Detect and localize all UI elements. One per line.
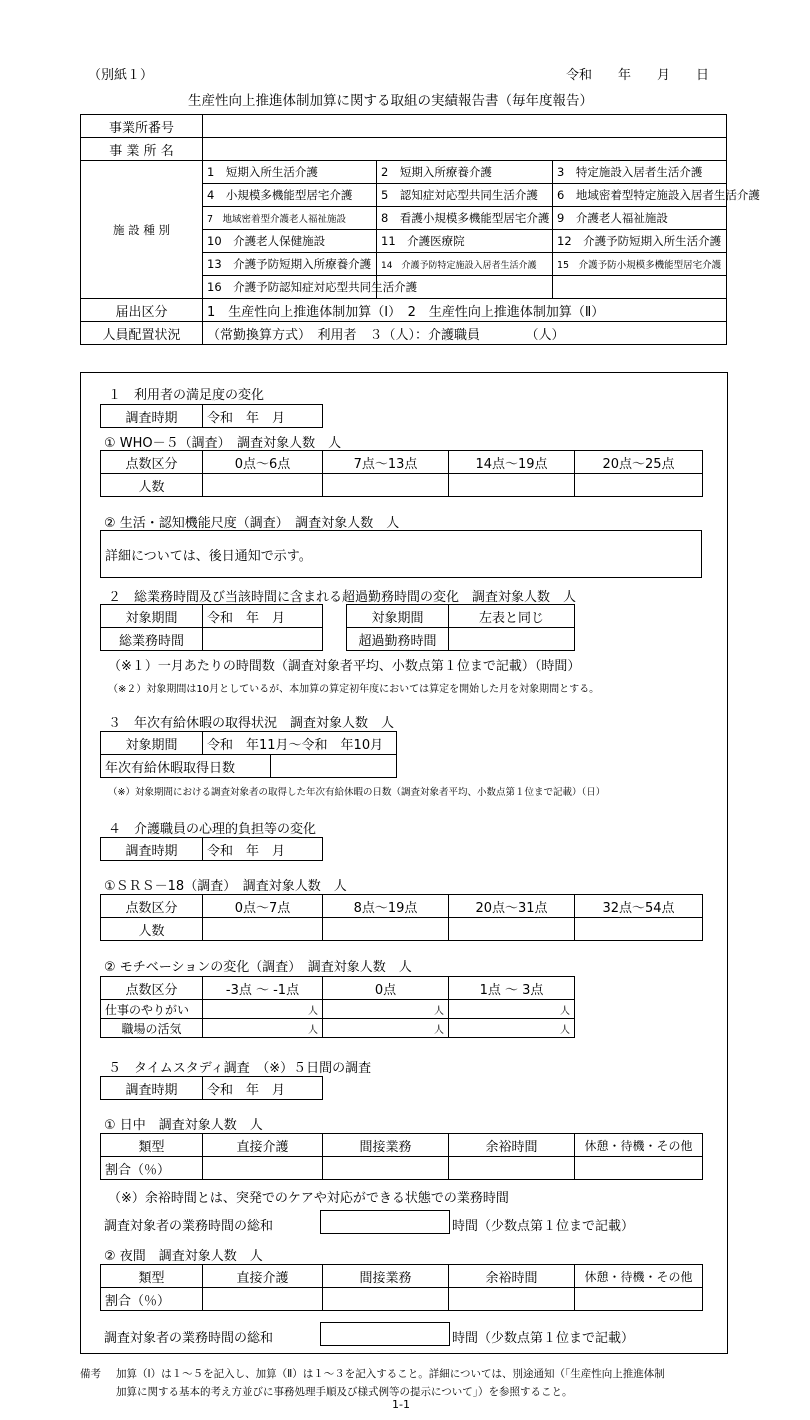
s4-survey-table [100, 837, 323, 861]
facility-option[interactable]: 13 介護予防短期入所療養介護 [203, 253, 377, 276]
night-table [100, 1264, 703, 1311]
section3-heading: ３ 年次有給休暇の取得状況 調査対象人数 人 [108, 716, 395, 731]
period-label: 対象期間 [101, 732, 203, 755]
s2-overtime-table [346, 604, 575, 651]
work-type: 余裕時間 [449, 1265, 575, 1288]
count-input[interactable] [323, 918, 449, 941]
score-range: 14点～19点 [449, 451, 575, 474]
count-label: 人数 [101, 474, 203, 497]
ratio-input[interactable] [323, 1157, 449, 1180]
leave-days-input[interactable] [271, 755, 397, 778]
section1-heading: １ 利用者の満足度の変化 [108, 388, 265, 403]
motivation-table [100, 976, 575, 1038]
s2-note2: （※２）対象期間は10月としているが、本加算の算定初年度においては算定を開始した月を対象期間とする。 [108, 684, 600, 695]
score-range: 7点～13点 [323, 451, 449, 474]
total-hours-label: 調査対象者の業務時間の総和 [104, 1331, 274, 1346]
leave-days-label: 年次有給休暇取得日数 [101, 755, 271, 778]
facility-option[interactable]: 12 介護予防短期入所生活介護 [553, 230, 727, 253]
work-type: 余裕時間 [449, 1134, 575, 1157]
office-info-table [80, 114, 760, 345]
count-input[interactable] [449, 474, 575, 497]
daytime-table [100, 1133, 703, 1180]
facility-type-label: 施 設 種 別 [81, 161, 203, 299]
total-hours-unit: 時間（少数点第１位まで記載） [452, 1331, 635, 1346]
count-input[interactable] [203, 474, 323, 497]
facility-empty-cell [553, 276, 727, 299]
motivation-heading: ② モチベーションの変化（調査） 調査対象人数 人 [104, 960, 412, 975]
total-hours-label: 総業務時間 [101, 628, 203, 651]
overtime-label: 超過勤務時間 [347, 628, 449, 651]
work-type: 休憩・待機・その他 [575, 1265, 703, 1288]
staffing-label: 人員配置状況 [81, 322, 203, 345]
person-count-input[interactable]: 人 [323, 1019, 449, 1038]
score-range: 8点～19点 [323, 895, 449, 918]
facility-option[interactable]: 5 認知症対応型共同生活介護 [377, 184, 553, 207]
who5-heading: ① WHO－５（調査） 調査対象人数 人 [104, 436, 342, 451]
count-label: 人数 [101, 918, 203, 941]
period-label: 対象期間 [101, 605, 203, 628]
remarks-line1: 加算（Ⅰ）は１～５を記入し、加算（Ⅱ）は１～３を記入すること。詳細については、別途通知（「生産性向上推進体制 [116, 1368, 665, 1380]
ratio-input[interactable] [323, 1288, 449, 1311]
office-number-field[interactable] [203, 115, 727, 138]
count-input[interactable] [203, 918, 323, 941]
ratio-input[interactable] [449, 1288, 575, 1311]
person-count-input[interactable]: 人 [203, 1019, 323, 1038]
office-name-field[interactable] [203, 138, 727, 161]
person-count-input[interactable]: 人 [449, 1019, 575, 1038]
facility-option[interactable]: 8 看護小規模多機能型居宅介護 [377, 207, 553, 230]
count-input[interactable] [575, 918, 703, 941]
daytime-heading: ① 日中 調査対象人数 人 [104, 1118, 263, 1133]
score-range: 20点～25点 [575, 451, 703, 474]
score-range: 1点 ～ 3点 [449, 977, 575, 1000]
s3-table [100, 731, 397, 778]
work-type: 間接業務 [323, 1265, 449, 1288]
work-type: 休憩・待機・その他 [575, 1134, 703, 1157]
person-count-input[interactable]: 人 [449, 1000, 575, 1019]
report-date: 令和 年 月 日 [566, 68, 710, 83]
ratio-input[interactable] [203, 1157, 323, 1180]
page-title: 生産性向上推進体制加算に関する取組の実績報告書（毎年度報告） [188, 93, 593, 109]
remarks-label: 備考 [80, 1368, 101, 1380]
type-label: 類型 [101, 1134, 203, 1157]
facility-option[interactable]: 16 介護予防認知症対応型共同生活介護 [203, 276, 377, 299]
daytime-total-hours-input[interactable] [320, 1210, 450, 1234]
s5-survey-table [100, 1076, 323, 1100]
facility-option[interactable]: 7 地域密着型介護老人福祉施設 [203, 207, 377, 230]
work-type: 間接業務 [323, 1134, 449, 1157]
period-value: 左表と同じ [449, 605, 575, 628]
period-value[interactable]: 令和 年 月 [203, 605, 323, 628]
person-count-input[interactable]: 人 [203, 1000, 323, 1019]
facility-option[interactable]: 2 短期入所療養介護 [377, 161, 553, 184]
facility-option[interactable]: 9 介護老人福祉施設 [553, 207, 727, 230]
office-name-label: 事 業 所 名 [81, 138, 203, 161]
score-range: 20点～31点 [449, 895, 575, 918]
attachment-label: （別紙１） [88, 68, 154, 83]
score-range: -3点 ～ -1点 [203, 977, 323, 1000]
score-range-label: 点数区分 [101, 977, 203, 1000]
ratio-label: 割合（％） [101, 1288, 203, 1311]
notification-options[interactable]: 1 生産性向上推進体制加算（Ⅰ） 2 生産性向上推進体制加算（Ⅱ） [203, 299, 727, 322]
count-input[interactable] [575, 474, 703, 497]
facility-option[interactable]: 10 介護老人保健施設 [203, 230, 377, 253]
survey-period-value[interactable]: 令和 年 月 [203, 838, 323, 861]
life-function-heading: ② 生活・認知機能尺度（調査） 調査対象人数 人 [104, 516, 400, 531]
office-number-label: 事業所番号 [81, 115, 203, 138]
life-function-box [100, 530, 702, 578]
survey-period-label: 調査時期 [101, 1077, 203, 1100]
survey-period-label: 調査時期 [101, 838, 203, 861]
s1-survey-table [100, 404, 323, 428]
section5-heading: ５ タイムスタディ調査 （※）５日間の調査 [108, 1061, 372, 1076]
total-hours-label: 調査対象者の業務時間の総和 [104, 1219, 274, 1234]
total-hours-input[interactable] [203, 628, 323, 651]
who5-table [100, 450, 703, 497]
count-input[interactable] [449, 918, 575, 941]
facility-option[interactable]: 3 特定施設入居者生活介護 [553, 161, 727, 184]
score-range-label: 点数区分 [101, 451, 203, 474]
staffing-value[interactable]: （常勤換算方式） 利用者 ３（人）：介護職員 （人） [203, 322, 727, 345]
score-range-label: 点数区分 [101, 895, 203, 918]
slack-time-note: （※）余裕時間とは、突発でのケアや対応ができる状態での業務時間 [108, 1191, 509, 1206]
period-label: 対象期間 [347, 605, 449, 628]
survey-period-label: 調査時期 [101, 405, 203, 428]
survey-period-value[interactable]: 令和 年 月 [203, 405, 323, 428]
motivation-row-label: 職場の活気 [101, 1019, 203, 1038]
srs18-table [100, 894, 703, 941]
ratio-input[interactable] [449, 1157, 575, 1180]
type-label: 類型 [101, 1265, 203, 1288]
facility-option[interactable]: 11 介護医療院 [377, 230, 553, 253]
work-type: 直接介護 [203, 1265, 323, 1288]
score-range: 0点～6点 [203, 451, 323, 474]
score-range: 32点～54点 [575, 895, 703, 918]
ratio-input[interactable] [575, 1288, 703, 1311]
night-heading: ② 夜間 調査対象人数 人 [104, 1249, 263, 1264]
notification-label: 届出区分 [81, 299, 203, 322]
s2-total-table [100, 604, 323, 651]
remarks-line2: 加算に関する基本的考え方並びに事務処理手順及び様式例等の提示について」）を参照すること。 [116, 1386, 573, 1398]
s2-note1: （※１）一月あたりの時間数（調査対象者平均、小数点第１位まで記載）（時間） [108, 659, 581, 674]
ratio-input[interactable] [575, 1157, 703, 1180]
facility-option[interactable]: 4 小規模多機能型居宅介護 [203, 184, 377, 207]
overtime-input[interactable] [449, 628, 575, 651]
facility-option[interactable]: 1 短期入所生活介護 [203, 161, 377, 184]
score-range: 0点 [323, 977, 449, 1000]
facility-option[interactable]: 6 地域密着型特定施設入居者生活介護 [553, 184, 727, 207]
period-value[interactable]: 令和 年11月～令和 年10月 [203, 732, 397, 755]
srs18-heading: ①ＳＲＳ－18（調査） 調査対象人数 人 [104, 879, 347, 894]
ratio-input[interactable] [203, 1288, 323, 1311]
total-hours-unit: 時間（少数点第１位まで記載） [452, 1219, 635, 1234]
night-total-hours-input[interactable] [320, 1322, 450, 1346]
s3-note: （※）対象期間における調査対象者の取得した年次有給休暇の日数（調査対象者平均、小数点第１位まで記載）（日） [108, 787, 606, 798]
facility-option[interactable]: 15 介護予防小規模多機能型居宅介護 [553, 253, 727, 276]
ratio-label: 割合（％） [101, 1157, 203, 1180]
person-count-input[interactable]: 人 [323, 1000, 449, 1019]
section4-heading: ４ 介護職員の心理的負担等の変化 [108, 822, 317, 837]
work-type: 直接介護 [203, 1134, 323, 1157]
score-range: 0点～7点 [203, 895, 323, 918]
motivation-row-label: 仕事のやりがい [101, 1000, 203, 1019]
count-input[interactable] [323, 474, 449, 497]
facility-option[interactable]: 14 介護予防特定施設入居者生活介護 [377, 253, 553, 276]
survey-period-value[interactable]: 令和 年 月 [203, 1077, 323, 1100]
page-number: 1-1 [392, 1398, 410, 1411]
section2-heading: ２ 総業務時間及び当該時間に含まれる超過勤務時間の変化 調査対象人数 人 [108, 590, 577, 605]
life-function-note: 詳細については、後日通知で示す。 [105, 549, 312, 564]
